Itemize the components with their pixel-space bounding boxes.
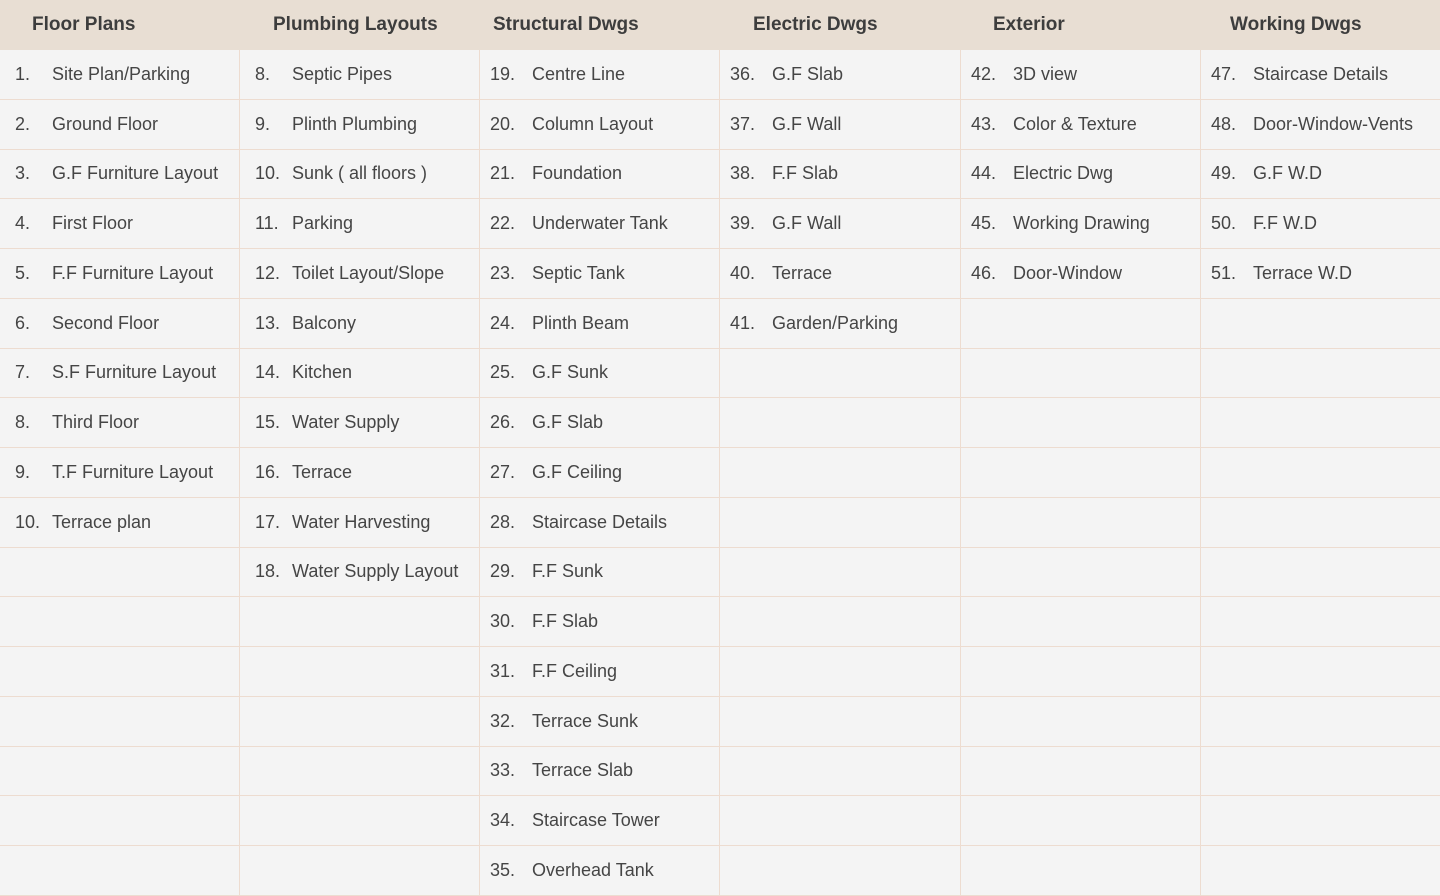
item-number: 10. (15, 511, 41, 532)
item-number: 15. (255, 412, 281, 433)
list-item-floor-plans (0, 398, 240, 448)
item-number: 22. (490, 213, 516, 234)
list-item-floor-plans (0, 299, 240, 349)
item-label: Staircase Details (532, 511, 668, 532)
empty-cell (240, 796, 480, 846)
item-number: 36. (730, 63, 756, 84)
item-number: 1. (15, 63, 31, 84)
item-number: 38. (730, 163, 756, 184)
empty-cell (720, 597, 961, 647)
item-label: Septic Pipes (292, 63, 393, 84)
item-number: 47. (1211, 63, 1237, 84)
list-item-structural-dwgs (480, 647, 720, 697)
list-item-structural-dwgs (480, 398, 720, 448)
item-label: Water Supply Layout (292, 561, 459, 582)
item-number: 50. (1211, 213, 1237, 234)
list-item-electric-dwgs (720, 50, 961, 100)
empty-cell (240, 597, 480, 647)
list-item-structural-dwgs (480, 747, 720, 797)
item-number: 27. (490, 461, 516, 482)
item-number: 12. (255, 262, 281, 283)
list-item-structural-dwgs (480, 796, 720, 846)
item-number: 9. (255, 113, 271, 134)
item-label: Second Floor (52, 312, 160, 333)
empty-cell (1201, 349, 1440, 399)
empty-cell (720, 398, 961, 448)
item-number: 10. (255, 163, 281, 184)
list-item-plumbing-layouts (240, 100, 480, 150)
item-label: First Floor (52, 213, 133, 234)
item-number: 24. (490, 312, 516, 333)
empty-cell (240, 697, 480, 747)
list-item-floor-plans (0, 150, 240, 200)
list-item-structural-dwgs (480, 199, 720, 249)
empty-cell (240, 846, 480, 896)
empty-cell (720, 647, 961, 697)
item-label: Underwater Tank (532, 213, 668, 234)
item-label: S.F Furniture Layout (52, 362, 217, 383)
empty-cell (1201, 548, 1440, 598)
item-label: Door-Window (1013, 262, 1123, 283)
list-item-electric-dwgs (720, 249, 961, 299)
item-number: 20. (490, 113, 516, 134)
list-item-plumbing-layouts (240, 498, 480, 548)
empty-cell (961, 846, 1201, 896)
empty-cell (961, 597, 1201, 647)
list-item-plumbing-layouts (240, 349, 480, 399)
item-number: 29. (490, 561, 516, 582)
item-number: 21. (490, 163, 516, 184)
item-number: 4. (15, 213, 31, 234)
empty-cell (720, 697, 961, 747)
item-number: 37. (730, 113, 756, 134)
item-number: 16. (255, 461, 281, 482)
empty-cell (0, 796, 240, 846)
item-label: Site Plan/Parking (52, 63, 191, 84)
item-number: 41. (730, 312, 756, 333)
item-number: 43. (971, 113, 997, 134)
item-number: 48. (1211, 113, 1237, 134)
empty-cell (720, 349, 961, 399)
item-label: Kitchen (292, 362, 353, 383)
item-label: Terrace (292, 461, 353, 482)
column-header-exterior: Exterior (961, 0, 1201, 50)
empty-cell (961, 398, 1201, 448)
list-item-structural-dwgs (480, 597, 720, 647)
item-number: 30. (490, 611, 516, 632)
item-label: Balcony (292, 312, 357, 333)
empty-cell (0, 747, 240, 797)
item-label: F.F Furniture Layout (52, 262, 214, 283)
empty-cell (720, 747, 961, 797)
list-item-structural-dwgs (480, 448, 720, 498)
item-number: 34. (490, 810, 516, 831)
empty-cell (961, 349, 1201, 399)
empty-cell (0, 597, 240, 647)
item-label: T.F Furniture Layout (52, 461, 214, 482)
item-number: 8. (255, 63, 271, 84)
item-number: 11. (255, 213, 279, 234)
item-label: G.F Furniture Layout (52, 163, 219, 184)
list-item-exterior (961, 150, 1201, 200)
item-number: 9. (15, 461, 31, 482)
item-label: G.F Slab (532, 412, 604, 433)
item-label: Column Layout (532, 113, 654, 134)
column-header-plumbing-layouts: Plumbing Layouts (240, 0, 480, 50)
list-item-structural-dwgs (480, 150, 720, 200)
empty-cell (961, 747, 1201, 797)
item-label: Terrace Slab (532, 760, 634, 781)
item-number: 13. (255, 312, 281, 333)
empty-cell (1201, 448, 1440, 498)
list-item-structural-dwgs (480, 299, 720, 349)
list-item-exterior (961, 249, 1201, 299)
item-label: Terrace Sunk (532, 710, 639, 731)
list-item-structural-dwgs (480, 697, 720, 747)
empty-cell (720, 548, 961, 598)
item-number: 28. (490, 511, 516, 532)
item-label: Color & Texture (1013, 113, 1137, 134)
item-number: 39. (730, 213, 756, 234)
item-number: 33. (490, 760, 516, 781)
list-item-structural-dwgs (480, 498, 720, 548)
item-label: Toilet Layout/Slope (292, 262, 445, 283)
item-number: 17. (255, 511, 281, 532)
item-number: 45. (971, 213, 997, 234)
list-item-working-dwgs (1201, 249, 1440, 299)
item-label: Staircase Tower (532, 810, 660, 831)
empty-cell (1201, 398, 1440, 448)
empty-cell (961, 548, 1201, 598)
empty-cell (0, 647, 240, 697)
list-item-working-dwgs (1201, 150, 1440, 200)
list-item-structural-dwgs (480, 100, 720, 150)
item-number: 25. (490, 362, 516, 383)
item-number: 42. (971, 63, 997, 84)
list-item-working-dwgs (1201, 50, 1440, 100)
column-header-structural-dwgs: Structural Dwgs (480, 0, 720, 50)
item-label: Sunk ( all floors ) (292, 163, 428, 184)
empty-cell (1201, 498, 1440, 548)
list-item-plumbing-layouts (240, 150, 480, 200)
item-label: Terrace plan (52, 511, 152, 532)
list-item-structural-dwgs (480, 50, 720, 100)
item-label: Third Floor (52, 412, 140, 433)
item-number: 6. (15, 312, 31, 333)
item-number: 49. (1211, 163, 1237, 184)
item-label: Ground Floor (52, 113, 159, 134)
column-header-electric-dwgs: Electric Dwgs (720, 0, 961, 50)
list-item-floor-plans (0, 498, 240, 548)
list-item-plumbing-layouts (240, 548, 480, 598)
item-label: Electric Dwg (1013, 163, 1114, 184)
empty-cell (720, 846, 961, 896)
item-label: Plinth Beam (532, 312, 630, 333)
list-item-electric-dwgs (720, 299, 961, 349)
list-item-plumbing-layouts (240, 249, 480, 299)
empty-cell (961, 647, 1201, 697)
item-label: 3D view (1013, 63, 1078, 84)
list-item-exterior (961, 50, 1201, 100)
list-item-exterior (961, 199, 1201, 249)
column-header-floor-plans: Floor Plans (0, 0, 240, 50)
item-label: G.F Ceiling (532, 461, 623, 482)
item-label: Centre Line (532, 63, 626, 84)
item-number: 23. (490, 262, 516, 283)
list-item-working-dwgs (1201, 199, 1440, 249)
empty-cell (1201, 697, 1440, 747)
item-label: Septic Tank (532, 262, 625, 283)
empty-cell (1201, 796, 1440, 846)
item-number: 32. (490, 710, 516, 731)
list-item-exterior (961, 100, 1201, 150)
item-label: Parking (292, 213, 354, 234)
list-item-structural-dwgs (480, 846, 720, 896)
item-label: Door-Window-Vents (1253, 113, 1414, 134)
item-number: 14. (255, 362, 281, 383)
list-item-floor-plans (0, 249, 240, 299)
item-label: Staircase Details (1253, 63, 1389, 84)
list-item-floor-plans (0, 349, 240, 399)
item-label: Garden/Parking (772, 312, 899, 333)
item-label: Plinth Plumbing (292, 113, 418, 134)
item-label: Terrace W.D (1253, 262, 1353, 283)
list-item-plumbing-layouts (240, 50, 480, 100)
list-item-electric-dwgs (720, 199, 961, 249)
item-number: 31. (490, 660, 516, 681)
list-item-plumbing-layouts (240, 299, 480, 349)
item-label: Terrace (772, 262, 833, 283)
item-number: 44. (971, 163, 997, 184)
item-label: Foundation (532, 163, 623, 184)
item-label: F.F Ceiling (532, 660, 618, 681)
column-header-working-dwgs: Working Dwgs (1201, 0, 1440, 50)
item-label: F.F Slab (772, 163, 839, 184)
empty-cell (1201, 647, 1440, 697)
list-item-floor-plans (0, 199, 240, 249)
item-label: G.F Slab (772, 63, 844, 84)
item-label: Water Supply (292, 412, 400, 433)
list-item-plumbing-layouts (240, 448, 480, 498)
empty-cell (1201, 597, 1440, 647)
empty-cell (1201, 299, 1440, 349)
item-label: F.F Sunk (532, 561, 604, 582)
empty-cell (720, 498, 961, 548)
item-label: Water Harvesting (292, 511, 431, 532)
item-number: 40. (730, 262, 756, 283)
item-number: 26. (490, 412, 516, 433)
list-item-floor-plans (0, 100, 240, 150)
item-number: 18. (255, 561, 281, 582)
empty-cell (961, 498, 1201, 548)
empty-cell (0, 697, 240, 747)
item-number: 7. (15, 362, 31, 383)
empty-cell (0, 846, 240, 896)
item-label: Working Drawing (1013, 213, 1150, 234)
list-item-floor-plans (0, 50, 240, 100)
item-number: 8. (15, 412, 31, 433)
item-label: G.F Sunk (532, 362, 609, 383)
item-label: Overhead Tank (532, 859, 654, 880)
empty-cell (720, 448, 961, 498)
list-item-plumbing-layouts (240, 199, 480, 249)
list-item-plumbing-layouts (240, 398, 480, 448)
item-label: F.F W.D (1253, 213, 1317, 234)
list-item-floor-plans (0, 448, 240, 498)
empty-cell (240, 747, 480, 797)
list-item-structural-dwgs (480, 548, 720, 598)
empty-cell (0, 548, 240, 598)
empty-cell (961, 697, 1201, 747)
empty-cell (240, 647, 480, 697)
item-number: 3. (15, 163, 31, 184)
item-label: F.F Slab (532, 611, 599, 632)
item-label: G.F Wall (772, 213, 842, 234)
item-number: 35. (490, 859, 516, 880)
item-number: 5. (15, 262, 31, 283)
list-item-structural-dwgs (480, 349, 720, 399)
list-item-electric-dwgs (720, 100, 961, 150)
list-item-electric-dwgs (720, 150, 961, 200)
empty-cell (1201, 846, 1440, 896)
empty-cell (1201, 747, 1440, 797)
item-number: 51. (1211, 262, 1237, 283)
item-label: G.F Wall (772, 113, 842, 134)
empty-cell (720, 796, 961, 846)
item-number: 19. (490, 63, 516, 84)
empty-cell (961, 448, 1201, 498)
empty-cell (961, 299, 1201, 349)
empty-cell (961, 796, 1201, 846)
item-number: 2. (15, 113, 31, 134)
list-item-structural-dwgs (480, 249, 720, 299)
item-number: 46. (971, 262, 997, 283)
list-item-working-dwgs (1201, 100, 1440, 150)
item-label: G.F W.D (1253, 163, 1322, 184)
